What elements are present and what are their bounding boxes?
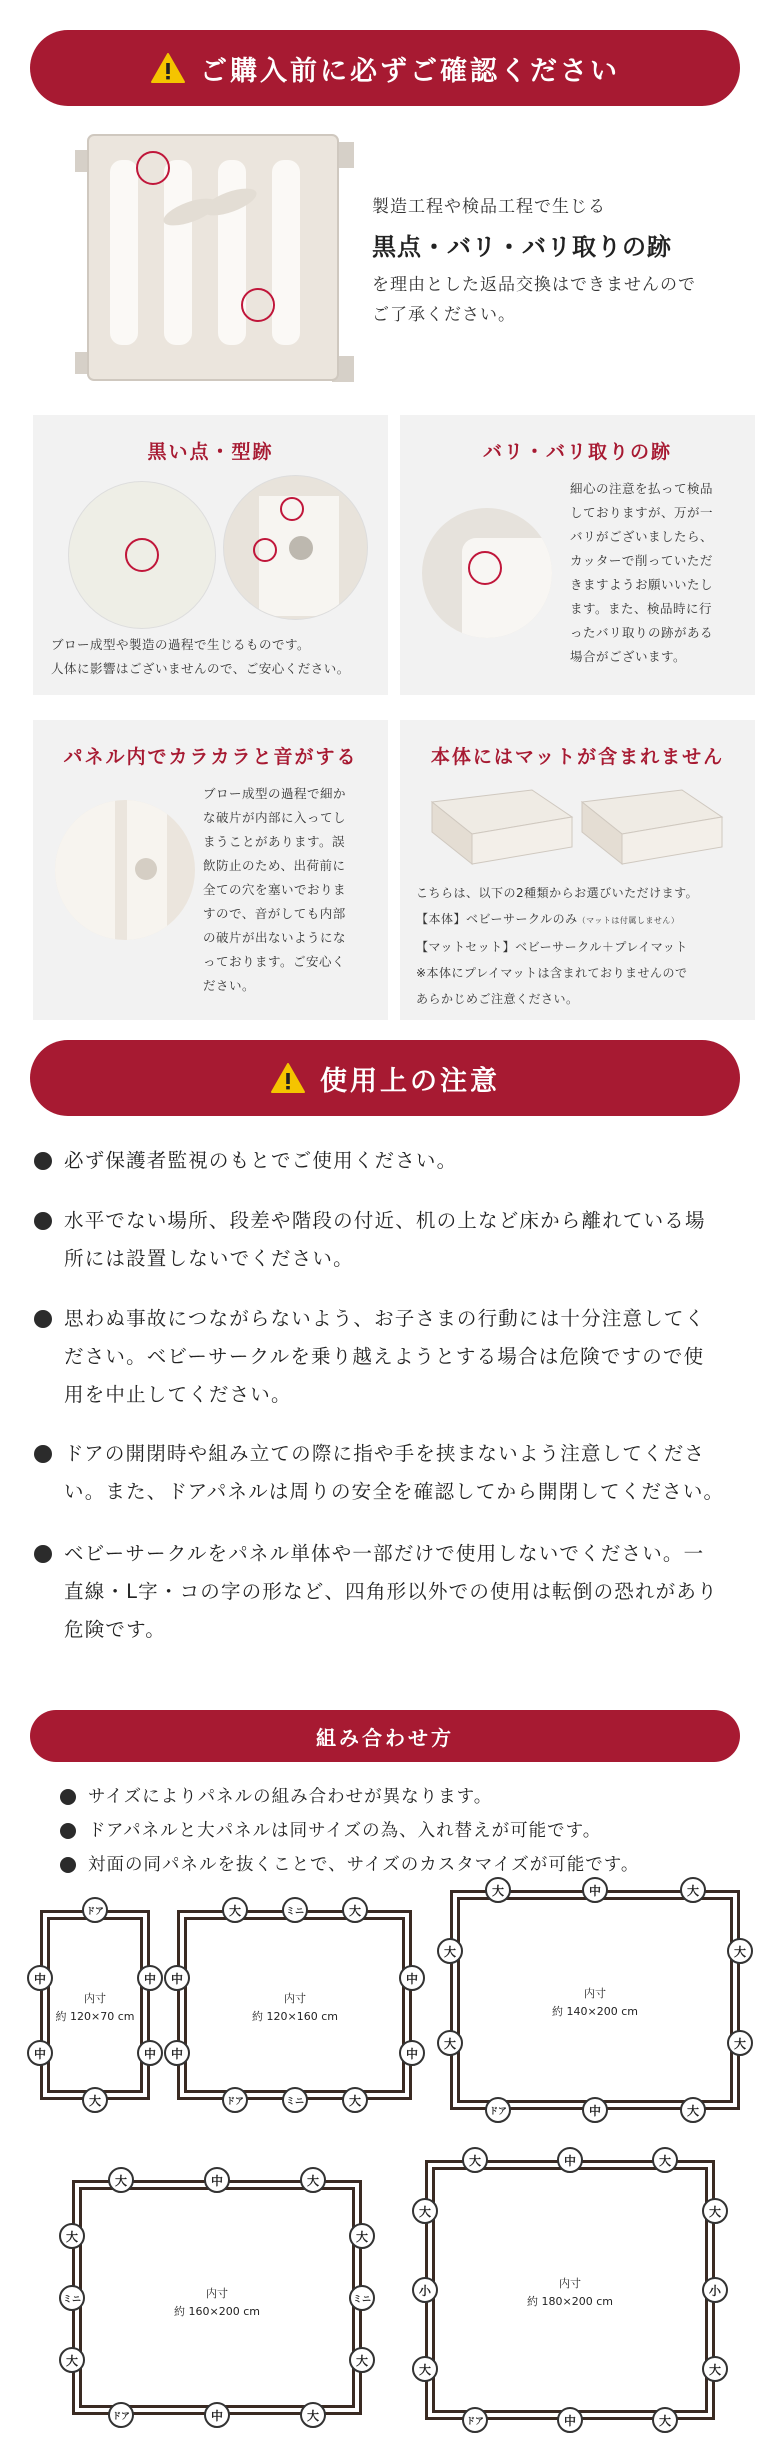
middle-panel-badge: 中	[204, 2167, 230, 2193]
large-panel-badge: 大	[222, 1897, 248, 1923]
door-panel-badge: ドア	[82, 1897, 108, 1923]
bullet-icon	[60, 1823, 76, 1839]
option-body: 【本体】ベビーサークルのみ	[416, 912, 578, 926]
note-line: 直線・L字・コの字の形など、四角形以外での使用は転倒の恐れがあり	[64, 1580, 718, 1603]
note-line: 思わぬ事故につながらないよう、お子さまの行動には十分注意してく	[64, 1307, 706, 1330]
baby-circle-image	[422, 782, 732, 872]
middle-panel-badge: 中	[27, 1965, 53, 1991]
mini-panel-badge: ミニ	[282, 2087, 308, 2113]
large-panel-badge: 大	[437, 1938, 463, 1964]
large-panel-badge: 大	[485, 1877, 511, 1903]
bullet-icon	[34, 1310, 52, 1328]
large-panel-badge: 大	[342, 1897, 368, 1923]
highlight-circle	[280, 497, 304, 521]
combination-list	[60, 1780, 760, 1882]
mini-panel-badge: ミニ	[349, 2285, 375, 2311]
note-line: 必ず保護者監視のもとでご使用ください。	[64, 1149, 458, 1172]
inner-size-label: 内寸	[84, 1992, 106, 2005]
door-panel-badge: ドア	[485, 2097, 511, 2123]
large-panel-badge: 大	[108, 2167, 134, 2193]
caution-note	[34, 1142, 734, 1180]
middle-panel-badge: 中	[137, 1965, 163, 1991]
bullet-icon	[60, 1789, 76, 1805]
box-text-line: バリがございましたら、	[570, 529, 714, 544]
banner-title: ご購入前に必ずご確認ください	[200, 55, 620, 87]
inner-size-value: 約 160×200 cm	[174, 2305, 260, 2318]
box-text-line: しておりますが、万が一	[570, 505, 714, 520]
box-text-line: 【マットセット】ベビーサークル＋プレイマット	[416, 940, 688, 954]
bullet-icon	[34, 1212, 52, 1230]
inner-size-value: 約 120×70 cm	[55, 2010, 135, 2023]
large-panel-badge: 大	[300, 2402, 326, 2428]
box-no-mat	[400, 720, 755, 1020]
inner-size-value: 約 180×200 cm	[527, 2295, 613, 2308]
box-text	[51, 633, 381, 681]
bullet-icon	[60, 1857, 76, 1873]
box-text-line: な破片が内部に入ってし	[203, 810, 347, 825]
large-panel-badge: 大	[680, 1877, 706, 1903]
large-panel-badge: 大	[82, 2087, 108, 2113]
caution-note	[34, 1435, 734, 1511]
box-burrs	[400, 415, 755, 695]
large-panel-badge: 大	[702, 2356, 728, 2382]
note-line: 水平でない場所、段差や階段の付近、机の上など床から離れている場	[64, 1209, 706, 1232]
door-panel-badge: ドア	[108, 2402, 134, 2428]
middle-panel-badge: 中	[137, 2040, 163, 2066]
highlight-circle	[253, 538, 277, 562]
note-line: 危険です。	[64, 1618, 166, 1641]
box-text-line: の破片が出ないようにな	[203, 930, 347, 945]
diagram-label	[510, 2275, 630, 2311]
box-text-line: 全ての穴を塞いでおりま	[203, 882, 347, 897]
middle-panel-badge: 中	[557, 2147, 583, 2173]
box-text-line: まうことがあります。誤	[203, 834, 346, 849]
box-text-line: ったバリ取りの跡がある	[570, 625, 714, 640]
large-panel-badge: 大	[59, 2347, 85, 2373]
list-item-text: 対面の同パネルを抜くことで、サイズのカスタマイズが可能です。	[88, 1855, 640, 1875]
list-item	[60, 1848, 760, 1882]
large-panel-badge: 大	[300, 2167, 326, 2193]
middle-panel-badge: 中	[204, 2402, 230, 2428]
small-panel-badge: 小	[702, 2277, 728, 2303]
banner-title: 組み合わせ方	[316, 1725, 454, 1750]
note-line: ドアの開閉時や組み立ての際に指や手を挟まないよう注意してくださ	[64, 1442, 706, 1465]
middle-panel-badge: 中	[582, 2097, 608, 2123]
list-item-text: ドアパネルと大パネルは同サイズの為、入れ替えが可能です。	[88, 1821, 602, 1841]
middle-panel-badge: 中	[164, 1965, 190, 1991]
panel-hole-image	[55, 800, 195, 940]
diagram-label	[157, 2285, 277, 2321]
mini-panel-badge: ミニ	[59, 2285, 85, 2311]
intro-text	[372, 192, 752, 330]
intro-line3a: を理由とした返品交換はできませんので	[372, 275, 696, 295]
box-text-line: 場合がございます。	[570, 649, 687, 664]
middle-panel-badge: 中	[582, 1877, 608, 1903]
box-text-line: っております。ご安心く	[203, 954, 346, 969]
large-panel-badge: 大	[412, 2356, 438, 2382]
inner-size-value: 約 140×200 cm	[552, 2005, 638, 2018]
note-line: ベビーサークルをパネル単体や一部だけで使用しないでください。一	[64, 1542, 705, 1565]
box-text-line: ださい。	[203, 978, 256, 993]
box-text-line: ます。また、検品時に行	[570, 601, 713, 616]
box-rattling-sound	[33, 720, 388, 1020]
large-panel-badge: 大	[652, 2407, 678, 2433]
box-text-line: 飲防止のため、出荷前に	[203, 858, 346, 873]
usage-caution-banner	[30, 1040, 740, 1116]
caution-note	[34, 1300, 734, 1414]
middle-panel-badge: 中	[399, 2040, 425, 2066]
box-text	[203, 782, 383, 998]
large-panel-badge: 大	[437, 2030, 463, 2056]
warning-icon	[270, 1062, 306, 1094]
mini-panel-badge: ミニ	[282, 1897, 308, 1923]
box-text-line: カッターで削っていただ	[570, 553, 713, 568]
large-panel-badge: 大	[59, 2223, 85, 2249]
box-text	[570, 477, 750, 669]
middle-panel-badge: 中	[164, 2040, 190, 2066]
box-text-line	[416, 906, 751, 934]
list-item	[60, 1780, 760, 1814]
small-panel-badge: 小	[412, 2277, 438, 2303]
combination-banner	[30, 1710, 740, 1762]
box-text-line: こちらは、以下の2種類からお選びいただけます。	[416, 886, 699, 900]
note-line: ださい。ベビーサークルを乗り越えようとする場合は危険ですので使	[64, 1345, 705, 1368]
box-black-spots	[33, 415, 388, 695]
large-panel-badge: 大	[727, 1938, 753, 1964]
box-title: 黒い点・型跡	[147, 441, 274, 463]
list-item-text: サイズによりパネルの組み合わせが異なります。	[88, 1787, 493, 1807]
box-text-line: きますようお願いいたし	[570, 577, 714, 592]
diagram-label	[45, 1990, 145, 2026]
box-title: 本体にはマットが含まれません	[430, 746, 725, 768]
box-text-line: すので、音がしても内部	[203, 906, 346, 921]
intro-line2: 黒点・バリ・バリ取りの跡	[372, 233, 672, 261]
diagram-label	[240, 1990, 350, 2026]
large-panel-badge: 大	[412, 2198, 438, 2224]
inner-size-label: 内寸	[584, 1987, 606, 2000]
inner-size-label: 内寸	[559, 2277, 581, 2290]
middle-panel-badge: 中	[557, 2407, 583, 2433]
highlight-circle	[125, 538, 159, 572]
box-title: パネル内でカラカラと音がする	[63, 746, 358, 768]
bullet-icon	[34, 1445, 52, 1463]
caution-note	[34, 1535, 734, 1649]
intro-line1: 製造工程や検品工程で生じる	[372, 197, 606, 217]
large-panel-badge: 大	[680, 2097, 706, 2123]
banner-title: 使用上の注意	[320, 1065, 500, 1097]
option-note: （マットは付属しません）	[577, 916, 680, 925]
box-text-line: 人体に影響はございませんので、ご安心ください。	[51, 661, 350, 676]
large-panel-badge: 大	[349, 2223, 375, 2249]
large-panel-badge: 大	[702, 2198, 728, 2224]
box-text	[416, 880, 751, 1012]
large-panel-badge: 大	[462, 2147, 488, 2173]
large-panel-badge: 大	[727, 2030, 753, 2056]
box-text-line: 細心の注意を払って検品	[570, 481, 714, 496]
note-line: 所には設置しないでください。	[64, 1247, 354, 1270]
box-text-line: ブロー成型の過程で細か	[203, 786, 347, 801]
box-title: バリ・バリ取りの跡	[482, 441, 672, 463]
middle-panel-badge: 中	[27, 2040, 53, 2066]
caution-note	[34, 1202, 734, 1278]
note-line: 用を中止してください。	[64, 1383, 292, 1406]
large-panel-badge: 大	[342, 2087, 368, 2113]
box-text-line: ※本体にプレイマットは含まれておりませんので	[416, 966, 688, 980]
inner-size-value: 約 120×160 cm	[252, 2010, 338, 2023]
middle-panel-badge: 中	[399, 1965, 425, 1991]
box-text-line: あらかじめご注意ください。	[416, 992, 579, 1006]
diagram-label	[535, 1985, 655, 2021]
bullet-icon	[34, 1545, 52, 1563]
list-item	[60, 1814, 760, 1848]
box-text-line: ブロー成型や製造の過程で生じるものです。	[51, 637, 311, 652]
gate-panel-image	[70, 120, 360, 400]
highlight-circle	[468, 551, 502, 585]
inner-size-label: 内寸	[284, 1992, 306, 2005]
large-panel-badge: 大	[652, 2147, 678, 2173]
inner-size-label: 内寸	[206, 2287, 228, 2300]
large-panel-badge: 大	[349, 2347, 375, 2373]
pre-purchase-banner	[30, 30, 740, 106]
bullet-icon	[34, 1152, 52, 1170]
note-line: い。また、ドアパネルは周りの安全を確認してから開閉してください。	[64, 1480, 725, 1503]
door-panel-badge: ドア	[462, 2407, 488, 2433]
warning-icon	[150, 52, 186, 84]
door-panel-badge: ドア	[222, 2087, 248, 2113]
intro-line3b: ご了承ください。	[372, 305, 516, 325]
